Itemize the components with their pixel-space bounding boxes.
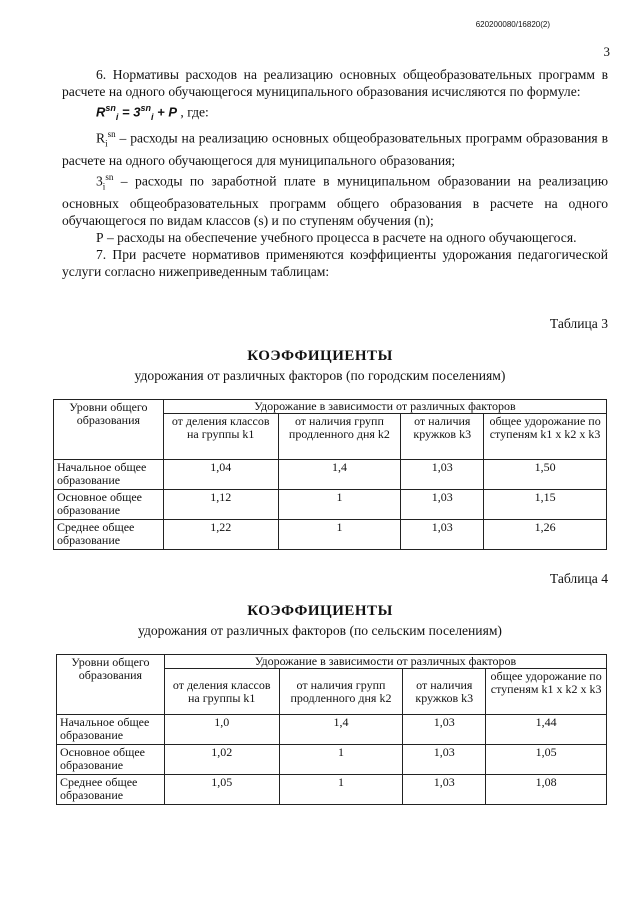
level-cell: Начальное общее образование [57,715,165,745]
table-row [57,745,607,775]
table-row [54,460,607,490]
k1-cell: 1,04 [163,460,278,490]
def-r-sub: i [105,138,108,149]
page-number: 3 [603,44,610,59]
table3-header-row [54,400,607,414]
table4-header-group: Удорожание в зависимости от различных факторов [164,655,606,669]
table3-header-level: Уровни общего образования [54,400,164,460]
definition-3 [62,169,608,229]
table3-label: Таблица 3 [549,316,608,331]
def-r-sup: sn [107,128,116,139]
table4-subtitle: удорожания от различных факторов (по сельским поселениям) [138,623,502,638]
k2-cell: 1,4 [278,460,401,490]
table3-header-k2: от наличия групп продленного дня k2 [278,414,401,460]
level-cell: Среднее общее образование [57,775,165,805]
k3-cell: 1,03 [403,775,486,805]
formula-tail: , где: [177,104,209,120]
table3-header-k1: от деления классов на группы k1 [163,414,278,460]
table3 [53,399,607,550]
level-cell: Начальное общее образование [54,460,164,490]
k2-cell: 1 [278,490,401,520]
table-row [54,490,607,520]
total-cell: 1,05 [486,745,607,775]
def-r-text: – расходы на реализацию основных общеобразовательных программ образования в расчете на одного обучающегося для муниципального образования; [62,130,608,169]
total-cell: 1,44 [486,715,607,745]
definition-p: Р – расходы на обеспечение учебного процесса в расчете на одного обучающегося. [96,230,577,246]
k2-cell: 1 [279,745,403,775]
level-cell: Основное общее образование [57,745,165,775]
paragraph-7: 7. При расчете нормативов применяются коэффициенты удорожания педагогической услуги согласно нижеприведенным таблицам: [62,247,608,280]
table3-subtitle: удорожания от различных факторов (по городским поселениям) [134,368,506,383]
table4-title: КОЭФФИЦИЕНТЫ [247,603,393,619]
total-cell: 1,50 [484,460,607,490]
k3-cell: 1,03 [403,715,486,745]
table-row [57,775,607,805]
table4-header-k2: от наличия групп продленного дня k2 [279,669,403,715]
k3-cell: 1,03 [403,745,486,775]
table4-header-k1: от деления классов на группы k1 [164,669,279,715]
total-cell: 1,15 [484,490,607,520]
document-id: 620200080/16820(2) [475,20,550,29]
total-cell: 1,08 [486,775,607,805]
body-text [62,66,608,280]
table4-header-total: общее удорожание по ступеням k1 x k2 x k3 [486,669,607,715]
table-row [57,715,607,745]
formula-r: R [96,104,106,120]
formula-3-sup: sn [140,103,151,113]
formula-plus-p: + P [153,104,177,120]
table3-header-k3: от наличия кружков k3 [401,414,484,460]
level-cell: Основное общее образование [54,490,164,520]
table3-header-total: общее удорожание по ступеням k1 x k2 x k3 [484,414,607,460]
table-row [54,520,607,550]
k3-cell: 1,03 [401,460,484,490]
k1-cell: 1,22 [163,520,278,550]
def-3-sub: i [102,181,106,192]
k1-cell: 1,02 [164,745,279,775]
formula-r-sub: i [115,111,119,122]
k2-cell: 1 [279,775,403,805]
table3-header-group: Удорожание в зависимости от различных факторов [163,400,606,414]
k2-cell: 1,4 [279,715,403,745]
k3-cell: 1,03 [401,520,484,550]
table4-header-row [57,655,607,669]
table4-header-level: Уровни общего образования [57,655,165,715]
k1-cell: 1,12 [163,490,278,520]
def-3-symbol: 3 [96,173,103,189]
table4-header-k3: от наличия кружков k3 [403,669,486,715]
def-3-text: – расходы по заработной плате в муниципальном образовании на реализацию основных общеобразовательных программ общего образования в расчете на одного обучающегося по видам классов (s) и по ступеням обучения (n); [62,173,608,229]
k1-cell: 1,05 [164,775,279,805]
table4 [56,654,607,805]
def-3-sup: sn [105,172,114,183]
formula-r-sup: sn [105,103,116,113]
level-cell: Среднее общее образование [54,520,164,550]
formula-3-sub: i [150,111,154,122]
formula-eq: = 3 [118,104,141,120]
total-cell: 1,26 [484,520,607,550]
table3-title: КОЭФФИЦИЕНТЫ [247,348,393,364]
k2-cell: 1 [278,520,401,550]
table4-label: Таблица 4 [549,571,608,586]
formula [62,100,608,126]
k1-cell: 1,0 [164,715,279,745]
definition-r [62,126,608,169]
paragraph-6: 6. Нормативы расходов на реализацию основных общеобразовательных программ в расчете на одного обучающегося муниципального образования исчисляются по формуле: [62,67,608,99]
def-r-symbol: R [96,130,106,146]
k3-cell: 1,03 [401,490,484,520]
